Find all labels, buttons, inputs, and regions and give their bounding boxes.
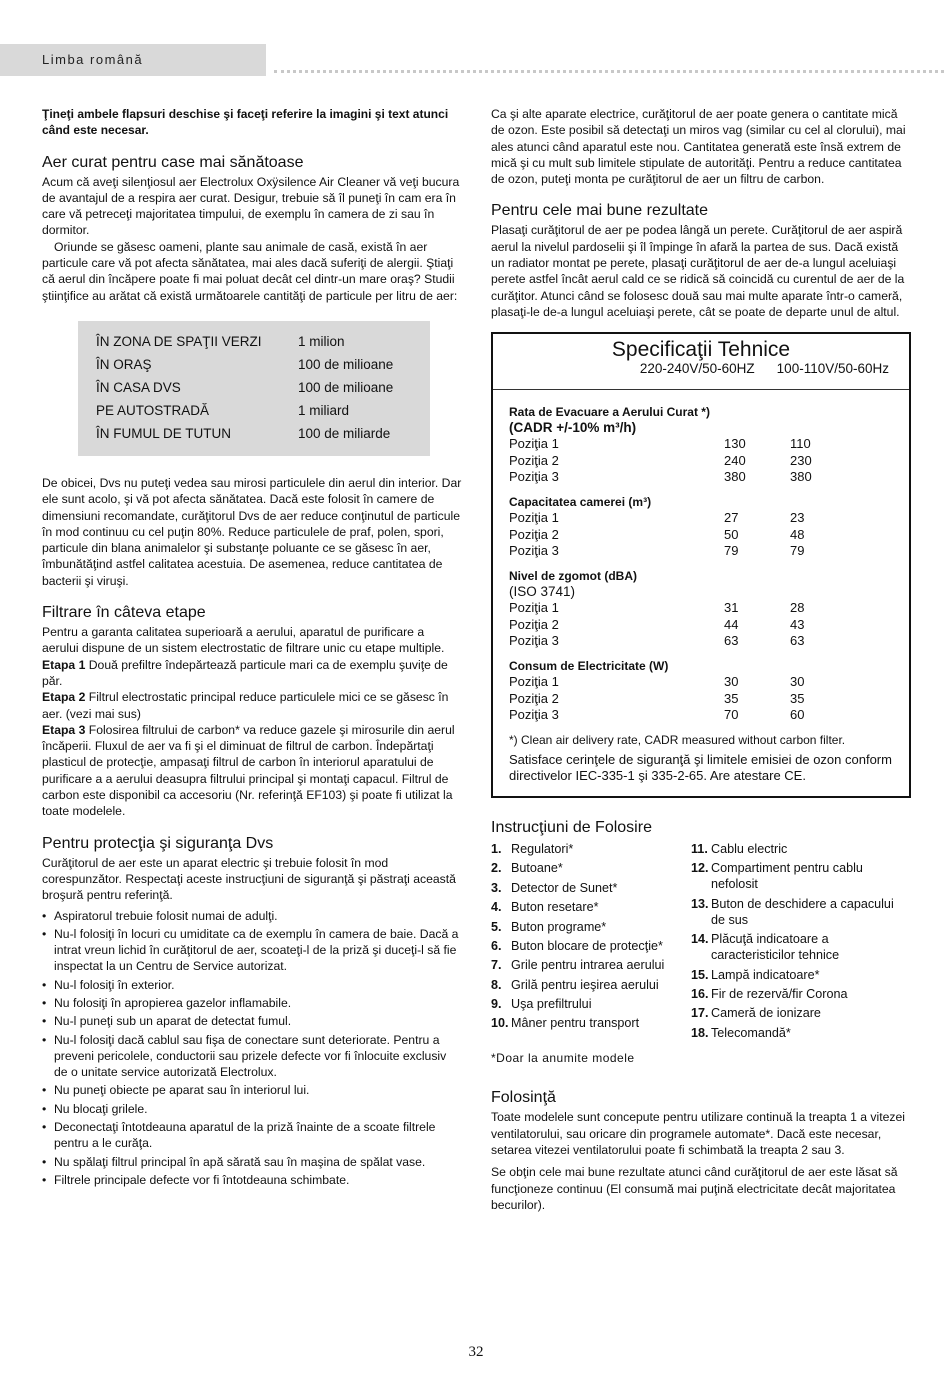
- value-110: 23: [790, 510, 805, 526]
- row-label: Poziţia 2: [509, 526, 559, 542]
- row-label: Poziţia 2: [509, 616, 559, 632]
- paragraph: Pentru a garanta calitatea superioară a aerului, aparatul de purificare a aerului dispune de un sistem electrostatic de filtrare unic cu etape multiple.: [42, 625, 445, 656]
- spec-row: [509, 707, 893, 724]
- particle-row: [96, 354, 430, 377]
- paragraph: Plasaţi curăţitorul de aer pe podea lângă un perete. Curăţitorul de aer aspiră aerul la nivelul pardoselii şi îl împinge în afară la partea de sus. Dacă există un radiator montat pe perete, plasaţi curăţitorul de aer de-a lungul aceluiaşi perete astfel încât aerul cald ce se ridică să coincidă cu curentul de aer de la curăţitor. Atunci când se folosesc două sau mai multe aparate într-o cameră, plasaţi-le de-a lungul aceluiaşi perete, cât se poate de departe unul de altul.: [491, 223, 905, 319]
- list-item: • Nu-l folosiţi în exterior.: [42, 977, 462, 993]
- voltage-header: [493, 361, 909, 390]
- spec-box: [491, 332, 911, 798]
- spec-group-power: [509, 658, 893, 724]
- stage-label: Etapa 1: [42, 657, 86, 672]
- group-title: Capacitatea camerei (m³): [509, 494, 652, 509]
- item-number: 17.: [691, 1006, 709, 1021]
- row-label: Poziţia 1: [509, 510, 559, 526]
- list-item: • Nu spălaţi filtrul principal în apă sărată sau în maşina de spălat vase.: [42, 1154, 462, 1170]
- item-text: Butoane*: [511, 861, 563, 876]
- row-label: Poziţia 1: [509, 436, 559, 452]
- language-label: Limba română: [42, 52, 144, 67]
- particle-row: [96, 423, 430, 446]
- list-item: [691, 860, 911, 892]
- value-220: 44: [724, 616, 739, 632]
- amount: 100 de miliarde: [298, 426, 391, 442]
- value-220: 50: [724, 526, 739, 542]
- list-item: • Filtrele principale defecte vor fi întotdeauna schimbate.: [42, 1172, 462, 1188]
- row-label: Poziţia 3: [509, 707, 559, 723]
- amount: 1 miliard: [298, 403, 350, 419]
- list-item: [691, 967, 911, 983]
- paragraph: Toate modelele sunt concepute pentru utilizare continuă la treapta 1 a vitezei ventilatorului, sau oricare din programele automate*. Dacă este necesar, setarea vitezei ventilatorului poate fi schimbată la treapta 2 sau 3.: [491, 1110, 905, 1157]
- language-tab: [0, 44, 266, 76]
- list-item: • Nu folosiţi în apropierea gazelor inflamabile.: [42, 995, 462, 1011]
- list-item: [491, 860, 691, 876]
- value-220: 70: [724, 707, 739, 723]
- item-text: Grile pentru intrarea aerului: [511, 958, 665, 973]
- spec-row: [509, 600, 893, 617]
- particle-row: [96, 400, 430, 423]
- particle-row: [96, 377, 430, 400]
- item-number: 8.: [491, 977, 502, 992]
- value-220: 31: [724, 600, 739, 616]
- value-110: 48: [790, 526, 805, 542]
- spec-group-noise: [509, 568, 893, 650]
- paragraph: De obicei, Dvs nu puteţi vedea sau mirosi particulele din aerul din interior. Dar ele sunt acolo, şi vă pot afecta sănătatea. Dacă este folosit în camere de dimensiuni recomandate, curăţitorul Dvs de aer reduce conţinutul de particule în mod continuu cu cel puţin 80%. Reduce particulele de praf, polen, spori, particule din blana animalelor şi substanţe poluante ce se găsesc în aer, îmbunătăţind astfel calitatea acestuia. De asemenea, reduce cantitatea de bacterii şi viruşi.: [42, 475, 462, 588]
- item-text: Uşa prefiltrului: [511, 997, 592, 1012]
- value-220: 240: [724, 452, 746, 468]
- value-220: 79: [724, 543, 739, 559]
- section-title-best-results: Pentru cele mai bune rezultate: [491, 202, 709, 220]
- group-title: Rata de Evacuare a Aerului Curat *): [509, 404, 710, 419]
- list-item: [691, 931, 911, 963]
- row-label: Poziţia 3: [509, 469, 559, 485]
- list-item: • Nu-l folosiţi în locuri cu umiditate ca de exemplu în camera de baie. Dacă a intrat vreun lichid în curăţitorul de aer, scoateţi-l de la priză şi duceţi-l să fie inspectat la un Centru de Service autorizat.: [42, 926, 462, 975]
- value-220: 130: [724, 436, 746, 452]
- item-number: 14.: [691, 932, 709, 947]
- spec-row: [509, 674, 893, 691]
- value-110: 63: [790, 633, 805, 649]
- spec-row: [509, 617, 893, 634]
- item-text: Lampă indicatoare*: [711, 967, 820, 982]
- list-item: [691, 1005, 911, 1021]
- place: PE AUTOSTRADĂ: [96, 403, 210, 419]
- stage-text: Filtrul electrostatic principal reduce particulele mici ce se găsesc în aer. (vezi mai sus): [42, 690, 449, 721]
- spec-row: [509, 453, 893, 470]
- item-text: Regulatori*: [511, 841, 574, 856]
- list-item: • Deconectaţi întotdeauna aparatul de la priză înainte de a scoate filtrele pentru a le curăţa.: [42, 1119, 462, 1152]
- stage-label: Etapa 2: [42, 690, 86, 705]
- item-number: 18.: [691, 1025, 709, 1040]
- instructions-note: *Doar la anumite modele: [491, 1051, 635, 1066]
- section-title-instructions: Instrucţiuni de Folosire: [491, 818, 652, 836]
- stage-1: [42, 657, 462, 690]
- stage-2: [42, 689, 462, 722]
- section-title-filtration: Filtrare în câteva etape: [42, 604, 206, 622]
- instructions-list: [491, 841, 911, 1044]
- voltage-220: 220-240V/50-60HZ: [639, 360, 755, 376]
- value-220: 27: [724, 510, 739, 526]
- list-item: [691, 986, 911, 1002]
- left-column: [42, 106, 462, 1190]
- item-text: Buton blocare de protecţie*: [511, 938, 663, 953]
- item-text: Cablu electric: [711, 841, 788, 856]
- value-220: 35: [724, 690, 739, 706]
- item-number: 16.: [691, 986, 709, 1001]
- list-item: [491, 919, 691, 935]
- group-subtitle: (ISO 3741): [509, 584, 576, 600]
- instructions-col-2: [691, 841, 911, 1044]
- place: ÎN ORAŞ: [96, 357, 152, 373]
- value-220: 380: [724, 469, 746, 485]
- list-item: • Nu-l folosiţi dacă cablul sau fişa de conectare sunt deteriorate. Pentru a preveni pericolele, conductorii sau prizele defecte vor fi înlocuite exclusiv de o unitate service autorizată Electrolux.: [42, 1032, 462, 1081]
- group-title: Consum de Electricitate (W): [509, 658, 669, 673]
- section-title-clean-air: Aer curat pentru case mai sănătoase: [42, 153, 304, 171]
- item-text: Mâner pentru transport: [511, 1016, 640, 1031]
- row-label: Poziţia 2: [509, 452, 559, 468]
- value-110: 30: [790, 674, 805, 690]
- list-item: [691, 1025, 911, 1041]
- value-110: 28: [790, 600, 805, 616]
- place: ÎN ZONA DE SPAŢII VERZI: [96, 334, 262, 350]
- item-text: Cameră de ionizare: [711, 1006, 821, 1021]
- spec-row: [509, 633, 893, 650]
- list-item: [491, 957, 691, 973]
- list-item: • Aspiratorul trebuie folosit numai de adulţi.: [42, 908, 462, 924]
- value-110: 35: [790, 690, 805, 706]
- voltage-110: 100-110V/50-60Hz: [776, 360, 889, 376]
- item-number: 1.: [491, 841, 502, 856]
- dotted-divider: [274, 70, 944, 73]
- item-number: 9.: [491, 997, 502, 1012]
- value-110: 79: [790, 543, 805, 559]
- row-label: Poziţia 3: [509, 633, 559, 649]
- stage-3: [42, 722, 462, 820]
- intro-text: Ţineţi ambele flapsuri deschise şi faceţi referire la imagini şi text atunci când este necesar.: [42, 107, 449, 138]
- spec-title: Specificaţii Tehnice: [611, 338, 791, 362]
- row-label: Poziţia 1: [509, 674, 559, 690]
- paragraph: Acum că aveţi silenţiosul aer Electrolux Oxÿsilence Air Cleaner vă veţi bucura de avantajul de a respira aer curat. Desigur, trebuie să îl puneţi în cam era în care vă petreceţi majoritatea timpului, de exemplu în camera de zi sau în dormitor.: [42, 174, 460, 238]
- item-number: 11.: [691, 841, 708, 856]
- list-item: [491, 841, 691, 857]
- row-label: Poziţia 1: [509, 600, 559, 616]
- item-number: 7.: [491, 958, 502, 973]
- row-label: Poziţia 2: [509, 690, 559, 706]
- list-item: [491, 977, 691, 993]
- section-title-safety: Pentru protecţia şi siguranţa Dvs: [42, 834, 274, 852]
- item-number: 12.: [691, 861, 709, 876]
- item-number: 15.: [691, 967, 709, 982]
- item-number: 13.: [691, 896, 709, 911]
- value-110: 43: [790, 616, 805, 632]
- value-110: 230: [790, 452, 812, 468]
- safety-list: [42, 908, 462, 1189]
- list-item: [491, 880, 691, 896]
- item-number: 5.: [491, 919, 502, 934]
- spec-footnote: *) Clean air delivery rate, CADR measured without carbon filter.: [509, 732, 846, 747]
- place: ÎN CASA DVS: [96, 380, 181, 396]
- list-item: • Nu-l puneţi sub un aparat de detectat fumul.: [42, 1013, 462, 1029]
- stage-label: Etapa 3: [42, 722, 86, 737]
- spec-group-room: [509, 494, 893, 560]
- group-subtitle: (CADR +/-10% m³/h): [509, 420, 637, 436]
- item-text: Plăcuţă indicatoare a caracteristicilor tehnice: [711, 932, 840, 963]
- list-item: [491, 1015, 691, 1031]
- paragraph: Oriunde se găsesc oameni, plante sau animale de casă, există în aer particule care vă pot afecta sănătatea, mai ales dacă suferiţi de alergii. Ştiaţi că aerul din încăpere poate fi mai poluat decât cel dintr-un mare oraş? Studii ştiinţifice au arătat că există următoarele cantităţi de particule per litru de aer:: [42, 239, 458, 303]
- item-text: Buton programe*: [511, 919, 607, 934]
- item-number: 3.: [491, 880, 502, 895]
- value-110: 110: [790, 436, 811, 452]
- list-item: [491, 899, 691, 915]
- spec-group-cadr: [509, 404, 893, 486]
- group-title: Nivel de zgomot (dBA): [509, 568, 637, 583]
- list-item: [491, 938, 691, 954]
- item-number: 2.: [491, 861, 502, 876]
- paragraph: Ca şi alte aparate electrice, curăţitorul de aer poate genera o cantitate mică de ozon. Este posibil să detectaţi un miros vag (similar cu cel al clorului), mai ales atunci când aparatul este nou. Cantitatea generată este însă extrem de mică şi cu mult sub limitele stipulate de autorităţi. Pentru a reduce cantitatea de ozon, puteţi monta pe curăţitorul de aer un filtru de carbon.: [491, 107, 906, 187]
- value-220: 30: [724, 674, 739, 690]
- item-text: Buton resetare*: [511, 900, 599, 915]
- spec-row: [509, 469, 893, 486]
- amount: 100 de milioane: [298, 357, 394, 373]
- particle-row: [96, 331, 430, 354]
- spec-row: [509, 510, 893, 527]
- value-110: 60: [790, 707, 805, 723]
- stage-text: Folosirea filtrului de carbon* va reduce gazele şi mirosurile din aerul încăperii. Fluxul de aer va fi şi el diminuat de filtrul de carbon. Îndepărtaţi plasticul de protecţie, ampasaţi filtrul de carbon în interiorul aparatului de purificare a a aerului deasupra filtrului principal şi montaţi capacul. Filtrul de carbon este disponibil ca accesoriu (Nr. referinţă EF103) şi poate fi utilizat la toate modelele.: [42, 722, 455, 819]
- spec-row: [509, 436, 893, 453]
- list-item: • Nu puneţi obiecte pe aparat sau în interiorul lui.: [42, 1082, 462, 1098]
- spec-compliance: Satisface cerinţele de siguranţă şi limitele emisiei de ozon conform directivelor IEC-335-1 şi 335-2-65. Are atestare CE.: [509, 751, 892, 783]
- item-number: 6.: [491, 938, 502, 953]
- item-text: Fir de rezervă/fir Corona: [711, 986, 848, 1001]
- list-item: [691, 896, 911, 928]
- stage-text: Două prefiltre îndepărtează particule mari ca de exemplu şuviţe de păr.: [42, 657, 448, 688]
- page-number: 32: [468, 1344, 484, 1360]
- spec-row: [509, 527, 893, 544]
- amount: 100 de milioane: [298, 380, 394, 396]
- item-text: Detector de Sunet*: [511, 880, 618, 895]
- paragraph: Curăţitorul de aer este un aparat electric şi trebuie folosit în mod corespunzător. Respectaţi aceste instrucţiuni de siguranţă şi păstraţi această broşură pentru referinţă.: [42, 855, 456, 903]
- row-label: Poziţia 3: [509, 543, 559, 559]
- place: ÎN FUMUL DE TUTUN: [96, 426, 231, 442]
- item-number: 4.: [491, 900, 502, 915]
- list-item: • Nu blocaţi grilele.: [42, 1101, 462, 1117]
- value-110: 380: [790, 469, 812, 485]
- value-220: 63: [724, 633, 739, 649]
- list-item: [691, 841, 911, 857]
- paragraph: Se obţin cele mai bune rezultate atunci când curăţitorul de aer este lăsat să funcţioneze continuu (El consumă mai puţină electricitate decât majoritatea becurilor).: [491, 1165, 898, 1212]
- amount: 1 milion: [298, 334, 345, 350]
- item-text: Telecomandă*: [711, 1025, 791, 1040]
- item-text: Compartiment pentru cablu nefolosit: [711, 861, 863, 892]
- instructions-col-1: [491, 841, 691, 1044]
- list-item: [491, 996, 691, 1012]
- spec-row: [509, 543, 893, 560]
- item-text: Grilă pentru ieşirea aerului: [511, 977, 659, 992]
- item-text: Buton de deschidere a capacului de sus: [711, 896, 894, 927]
- section-title-usage: Folosinţă: [491, 1089, 556, 1107]
- right-column: [491, 106, 911, 1213]
- spec-row: [509, 691, 893, 708]
- particle-table: [78, 321, 430, 456]
- item-number: 10.: [491, 1016, 509, 1031]
